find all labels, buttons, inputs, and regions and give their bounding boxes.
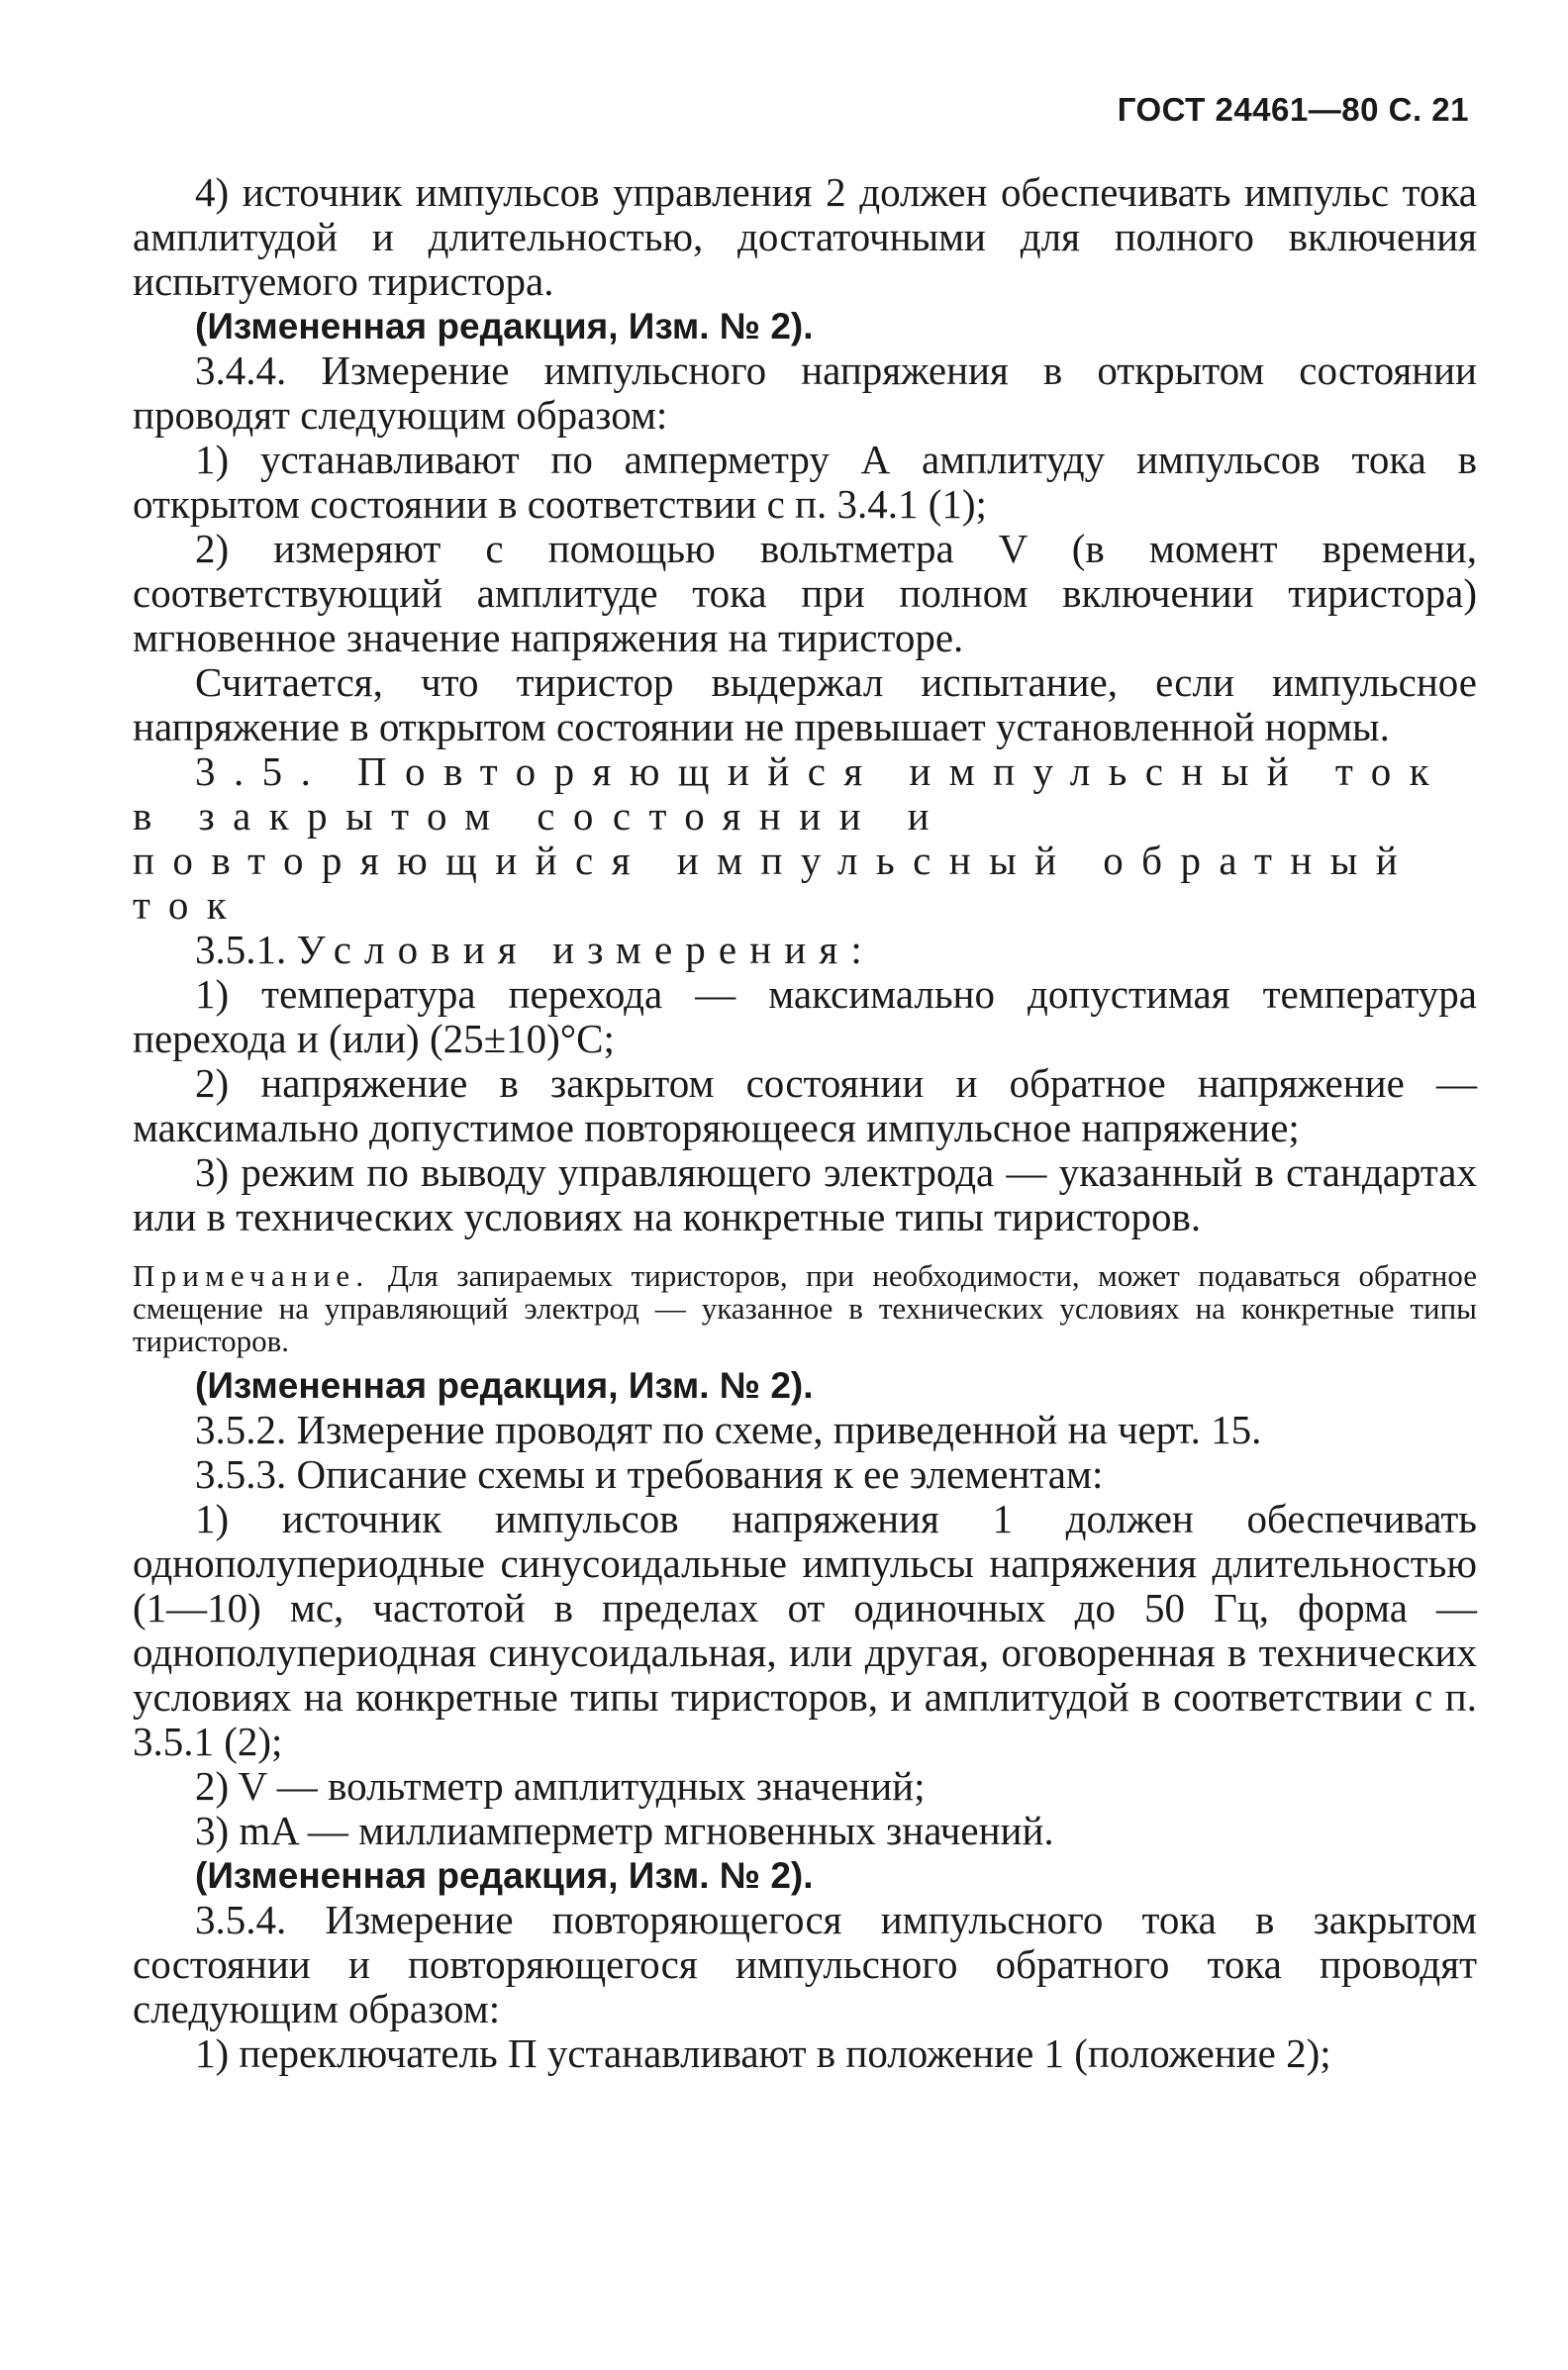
- list-item-3-gate-mode: 3) режим по выводу управляющего электрода — указанный в стандартах или в технических условиях на конкретные типы тиристоров.: [133, 1149, 1477, 1239]
- section-heading-3-5: 3.5. Повторяющийся импульсный ток в закрытом состоянии и повторяющийся импульсный обратный ток: [133, 748, 1448, 928]
- list-item-2-voltage: 2) напряжение в закрытом состоянии и обратное напряжение — максимально допустимое повторяющееся импульсное напряжение;: [133, 1060, 1477, 1150]
- paragraph-3-5-4: 3.5.4. Измерение повторяющегося импульсного тока в закрытом состоянии и повторяющегося импульсного обратного тока проводят следующим образом:: [133, 1897, 1477, 2031]
- note-text: Для запираемых тиристоров, при необходимости, может подаваться обратное смещение на управляющий электрод — указанное в технических условиях на конкретные типы тиристоров.: [133, 1258, 1478, 1358]
- clause-title-spaced: Условия измерения:: [296, 927, 875, 972]
- paragraph-3-5-1: [133, 928, 1477, 972]
- paragraph-3-5-2: 3.5.2. Измерение проводят по схеме, приведенной на черт. 15.: [195, 1407, 1262, 1452]
- list-item-3-milliammeter: 3) mA — миллиамперметр мгновенных значений.: [195, 1808, 1054, 1853]
- paragraph-3-4-4: 3.4.4. Измерение импульсного напряжения в открытом состоянии проводят следующим образом:: [133, 347, 1477, 438]
- paragraph-test-passed: Считается, что тиристор выдержал испытание, если импульсное напряжение в открытом состоянии не превышает установленной нормы.: [133, 659, 1477, 749]
- note-label: Примечание.: [133, 1258, 370, 1293]
- list-item-1-voltage-source: 1) источник импульсов напряжения 1 должен обеспечивать однополупериодные синусоидальные импульсы напряжения длительностью (1—10) мс, частотой в пределах от одиночных до 50 Гц, форма — однополупериодная синусоидальная, или другая, оговоренная в технических условиях на конкретные типы тиристоров, и амплитудой в соответствии с п. 3.5.1 (2);: [133, 1496, 1477, 1764]
- list-item-2-voltmeter-amplitude: 2) V — вольтметр амплитудных значений;: [195, 1763, 926, 1809]
- amendment-note: (Измененная редакция, Изм. № 2).: [195, 306, 814, 346]
- list-item-1-ammeter: 1) устанавливают по амперметру А амплитуду импульсов тока в открытом состоянии в соответствии с п. 3.4.1 (1);: [133, 437, 1477, 527]
- list-item-2-voltmeter: 2) измеряют с помощью вольтметра V (в момент времени, соответствующий амплитуде тока при полном включении тиристора) мгновенное значение напряжения на тиристоре.: [133, 526, 1477, 660]
- page-body: [133, 170, 1477, 2076]
- amendment-note: (Измененная редакция, Изм. № 2).: [195, 1365, 814, 1406]
- paragraph-item-4-control-source: 4) источник импульсов управления 2 должен обеспечивать импульс тока амплитудой и длительностью, достаточными для полного включения испытуемого тиристора.: [133, 169, 1477, 304]
- clause-number: 3.5.1.: [195, 927, 287, 972]
- footnote: [133, 1259, 1477, 1357]
- paragraph-3-5-3: 3.5.3. Описание схемы и требования к ее элементам:: [195, 1451, 1104, 1497]
- page-header: ГОСТ 24461—80 С. 21: [1117, 91, 1469, 128]
- amendment-note: (Измененная редакция, Изм. № 2).: [195, 1855, 814, 1896]
- list-item-1-temperature: 1) температура перехода — максимально допустимая температура перехода и (или) (25±10)°С;: [133, 971, 1477, 1061]
- list-item-1-switch: 1) переключатель П устанавливают в положение 1 (положение 2);: [195, 2030, 1331, 2076]
